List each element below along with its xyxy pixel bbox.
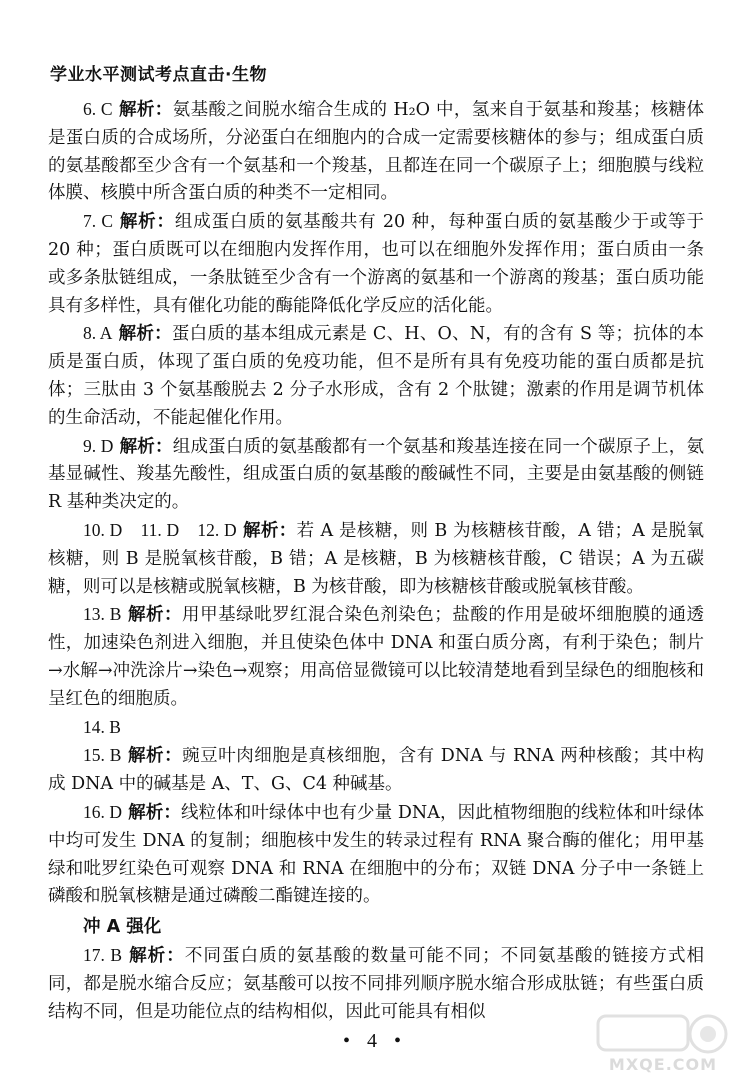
answer-item: [48, 714, 704, 743]
analysis-text: 豌豆叶肉细胞是真核细胞，含有 DNA 与 RNA 两种核酸；其中构成 DNA 中的碱基是 A、T、G、C4 种碱基。: [48, 746, 705, 795]
analysis-label: 解析: [119, 212, 157, 233]
answer-number: 7. C: [83, 211, 114, 232]
answer-item: [48, 208, 704, 320]
analysis-label: 解析: [119, 436, 156, 457]
analysis-separator: ：: [163, 802, 181, 823]
analysis-label: 解析: [242, 520, 279, 541]
answer-number: 6. C: [83, 99, 113, 119]
analysis-separator: ：: [164, 605, 183, 626]
analysis-separator: ：: [154, 324, 172, 345]
answer-item: [48, 601, 704, 713]
answer-number: 16. D: [83, 801, 122, 822]
analysis-separator: ：: [156, 212, 175, 233]
answer-item: [48, 517, 704, 601]
watermark-logo: [588, 1012, 738, 1074]
answer-number: 13. B: [83, 604, 122, 625]
analysis-label: 解析: [118, 324, 155, 345]
analysis-text: 若 A 是核糖，则 B 为核糖核苷酸，A 错；A 是脱氧核糖，则 B 是脱氧核苷酸，B 错；A 是核糖，B 为核糖核苷酸，C 错误；A 为五碳糖，则可以是核糖或脱氧核糖，B 为核苷酸，即为核糖核苷酸或脱氧核苷酸。: [48, 520, 705, 597]
analysis-label: 解析: [127, 605, 165, 626]
analysis-text: 组成蛋白质的氨基酸都有一个氨基和羧基连接在同一个碳原子上，氨基显碱性、羧基先酸性，组成蛋白质的氨基酸的酸碱性不同，主要是由氨基酸的侧链 R 基种类决定的。: [48, 436, 705, 513]
analysis-separator: ：: [155, 436, 173, 457]
answer-item: [48, 96, 704, 208]
watermark-seal-icon: [588, 1012, 738, 1056]
analysis-label: 解析: [128, 802, 164, 823]
answer-number: 14. B: [83, 716, 121, 737]
analysis-label: 解析: [127, 746, 165, 767]
answer-item: [48, 799, 704, 911]
analysis-text: 蛋白质的基本组成元素是 C、H、O、N，有的含有 S 等；抗体的本质是蛋白质，体现了蛋白质的免疫功能，但不是所有具有免疫功能的蛋白质都是抗体；三肽由 3 个氨基酸脱去 2 分子水形成，含有 2 个肽键；激素的作用是调节机体的生命活动，不能起催化作用。: [48, 324, 704, 428]
analysis-label: 解析: [118, 100, 155, 120]
analysis-separator: ：: [154, 100, 173, 120]
analysis-text: 氨基酸之间脱水缩合生成的 H₂O 中，氢来自于氨基和羧基；核糖体是蛋白质的合成场所，分泌蛋白在细胞内的合成一定需要核糖体的参与；组成蛋白质的氨基酸都至少含有一个氨基和一个羧基，且都连在同一个碳原子上；细胞膜与线粒体膜、核膜中所含蛋白质的种类不一定相同。: [48, 100, 705, 204]
answer-number: 10. D 11. D 12. D: [83, 519, 237, 540]
analysis-text: 用甲基绿吡罗红混合染色剂染色；盐酸的作用是破坏细胞膜的通透性，加速染色剂进入细胞，并且使染色体中 DNA 和蛋白质分离，有利于染色；制片→水解→冲洗涂片→染色→观察；用高倍显微镜可以比较清楚地看到呈绿色的细胞核和呈红色的细胞质。: [48, 605, 705, 709]
section-heading: 冲 A 强化: [83, 917, 162, 938]
page-number: • 4 •: [342, 1030, 407, 1052]
running-header: 学业水平测试考点直击·生物: [50, 65, 267, 85]
watermark-text: MXQE.COM: [608, 1055, 718, 1074]
answer-item: [48, 742, 704, 799]
answer-number: 17. B: [83, 945, 123, 966]
analysis-text: 线粒体和叶绿体中也有少量 DNA，因此植物细胞的线粒体和叶绿体中均可发生 DNA 的复制；细胞核中发生的转录过程有 RNA 聚合酶的催化；用甲基绿和吡罗红染色可观察 DNA 和 RNA 在细胞中的分布；双链 DNA 分子中一条链上磷酸和脱氧核糖是通过磷酸二酯键连接的。: [48, 802, 705, 907]
analysis-separator: ：: [164, 746, 183, 767]
answer-number: 15. B: [83, 745, 122, 766]
answer-number: 8. A: [83, 323, 113, 344]
answer-list: [48, 96, 704, 911]
answer-content: [48, 96, 704, 1027]
analysis-text: 不同蛋白质的氨基酸的数量可能不同；不同氨基酸的链接方式相同，都是脱水缩合反应；氨基酸可以按不同排列顺序脱水缩合形成肽链；有些蛋白质结构不同，但是功能位点的结构相似，因此可能具有相似: [48, 946, 705, 1022]
answer-number: 9. D: [83, 435, 114, 456]
answer-item: [48, 433, 704, 517]
answer-item: [48, 320, 704, 432]
analysis-label: 解析: [128, 946, 167, 967]
analysis-separator: ：: [166, 946, 185, 967]
analysis-text: 组成蛋白质的氨基酸共有 20 种，每种蛋白质的氨基酸少于或等于 20 种；蛋白质既可以在细胞内发挥作用，也可以在细胞外发挥作用；蛋白质由一条或多条肽链组成，一条肽链至少含有一个游离的氨基和一个游离的羧基；蛋白质功能具有多样性，具有催化功能的酶能降低化学反应的活化能。: [48, 212, 705, 316]
analysis-separator: ：: [278, 520, 297, 541]
